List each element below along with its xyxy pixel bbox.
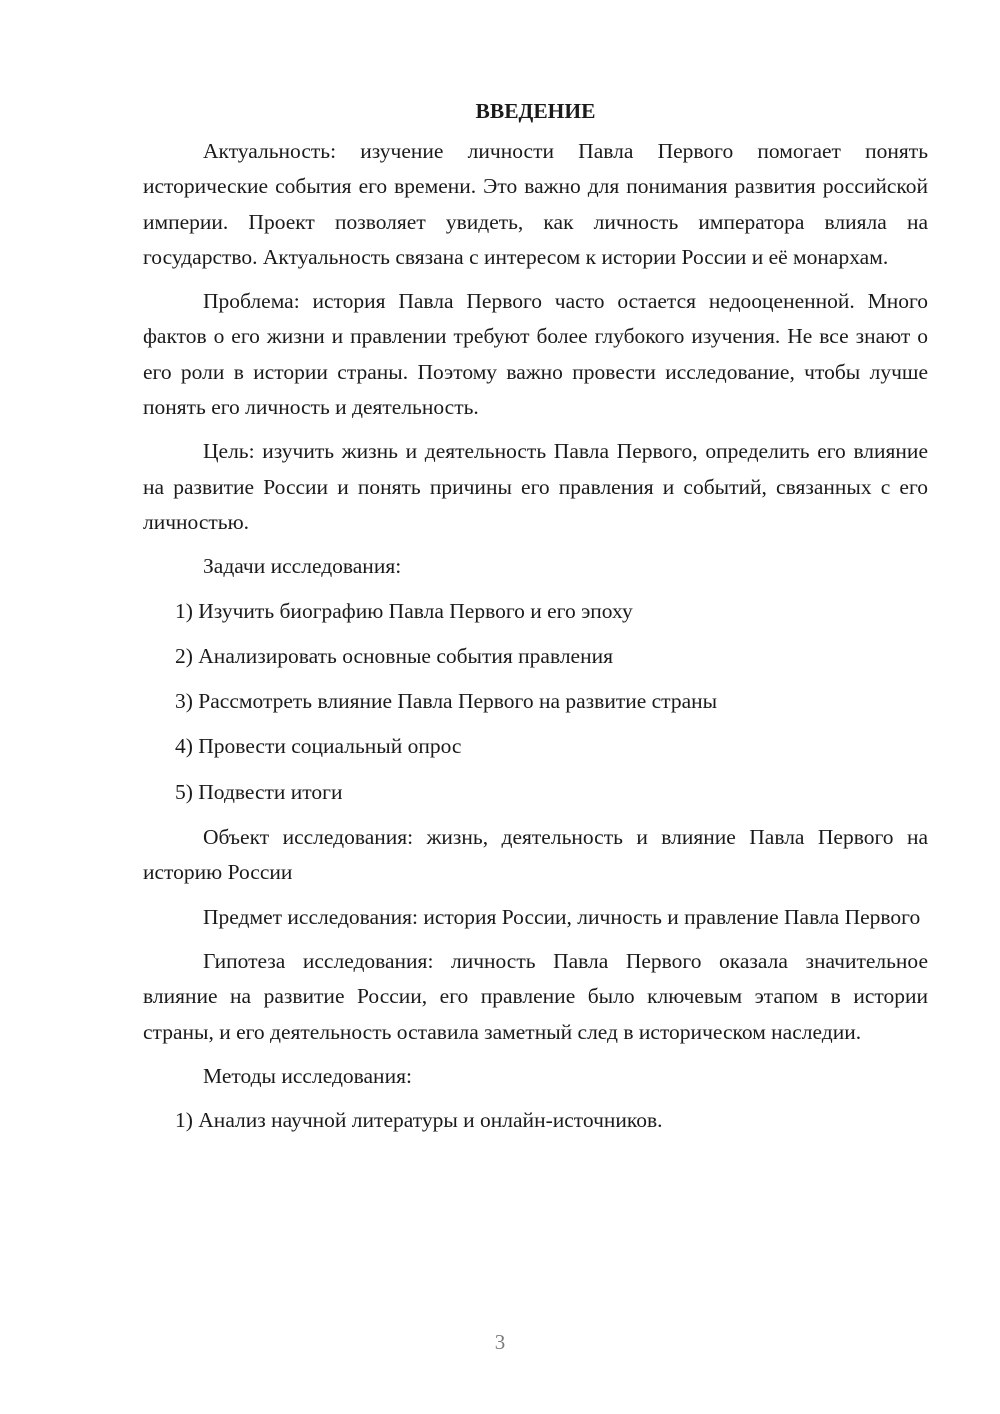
- paragraph-object: Объект исследования: жизнь, деятельность и влияние Павла Первого на историю России: [143, 825, 928, 885]
- list-item: 5) Подвести итоги: [175, 779, 343, 804]
- paragraph-hypothesis: Гипотеза исследования: личность Павла Первого оказала значительное влияние на развитие России, его правление было ключевым этапом в истории страны, и его деятельность оставила заметный след в историческом наследии.: [143, 948, 928, 1044]
- paragraph-goal: Цель: изучить жизнь и деятельность Павла Первого, определить его влияние на развитие России и понять причины его правления и событий, связанных с его личностью.: [143, 439, 928, 534]
- document-page: [143, 94, 928, 1148]
- tasks-heading: Задачи исследования:: [203, 554, 402, 579]
- paragraph-problem: Проблема: история Павла Первого часто остается недооцененной. Много фактов о его жизни и правлении требуют более глубокого изучения. Не все знают о его роли в истории страны. Поэтому важно провести исследование, чтобы лучше понять его личность и деятельность.: [143, 289, 928, 420]
- list-item: 1) Изучить биографию Павла Первого и его эпоху: [175, 598, 633, 623]
- page-number: 3: [494, 1330, 506, 1354]
- paragraph-subject: Предмет исследования: история России, личность и правление Павла Первого: [203, 904, 921, 929]
- section-title: ВВЕДЕНИЕ: [475, 99, 596, 123]
- list-item: 3) Рассмотреть влияние Павла Первого на развитие страны: [175, 689, 718, 714]
- list-item: 4) Провести социальный опрос: [175, 734, 462, 759]
- list-item: 2) Анализировать основные события правления: [175, 643, 613, 668]
- list-item: 1) Анализ научной литературы и онлайн-источников.: [175, 1108, 663, 1133]
- methods-list: [143, 1103, 928, 1138]
- methods-heading: Методы исследования:: [203, 1063, 412, 1088]
- paragraph-relevance: Актуальность: изучение личности Павла Первого помогает понять исторические события его времени. Это важно для понимания развития российской империи. Проект позволяет увидеть, как личность императора влияла на государство. Актуальность связана с интересом к истории России и её монархам.: [143, 139, 928, 269]
- tasks-list: [143, 594, 928, 810]
